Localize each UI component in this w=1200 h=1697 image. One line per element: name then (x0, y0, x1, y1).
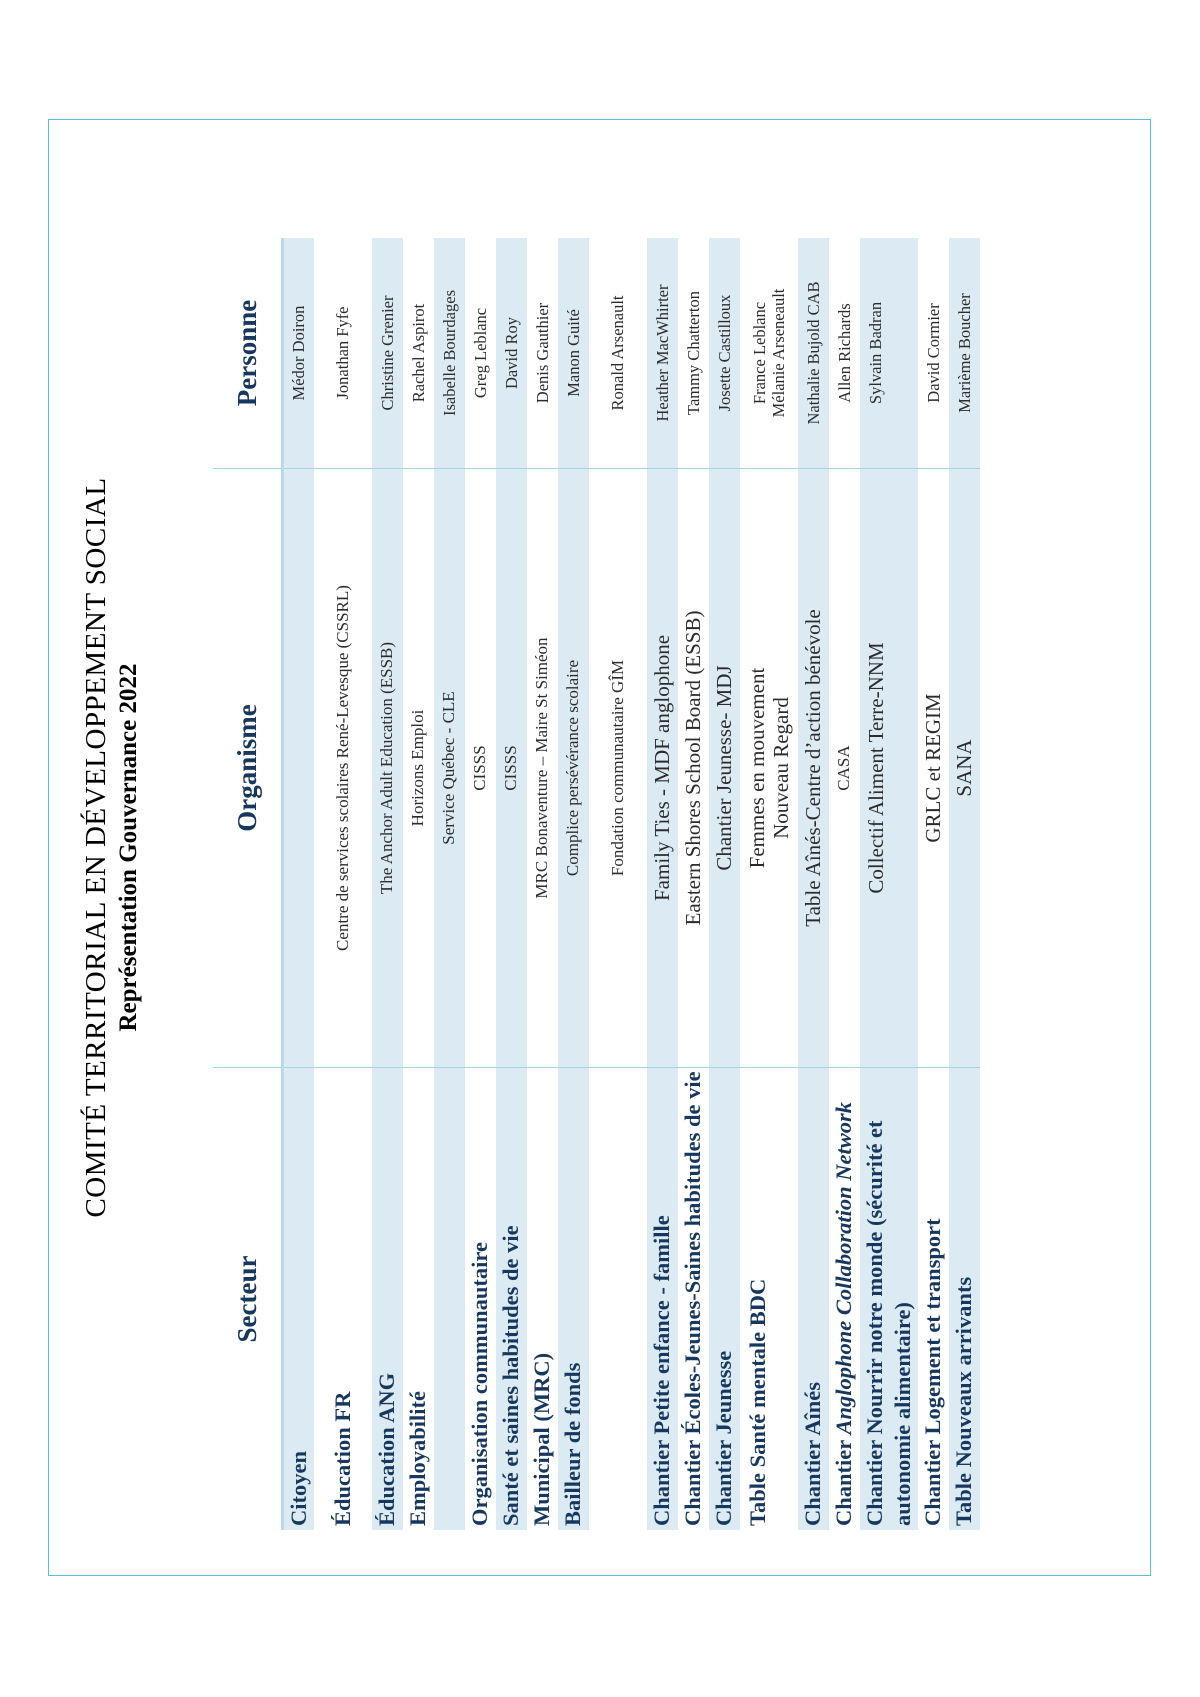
personne-cell: Denis Gauthier (532, 302, 552, 404)
table-row (465, 238, 496, 1530)
table-row (918, 238, 949, 1530)
title-block (78, 119, 144, 1576)
secteur-cell: Citoyen (283, 1068, 314, 1531)
organisme-line: Femmes en mouvement (744, 667, 769, 869)
organisme-cell: Family Ties - MDF anglophone (647, 469, 678, 1068)
personne-line: Mélanie Arseneault (768, 288, 788, 418)
secteur-cell (589, 1068, 647, 1531)
personne-cell: Marième Boucher (949, 238, 980, 469)
document-subtitle: Représentation Gouvernance 2022 (115, 663, 142, 1032)
personne-cell: Rachel Aspirot (408, 303, 428, 403)
secteur-cell: Municipal (MRC) (527, 1068, 558, 1531)
secteur-cell (829, 1068, 860, 1531)
organisme-cell: Chantier Jeunesse- MDJ (709, 469, 740, 1068)
secteur-cell: Chantier Jeunesse (709, 1068, 740, 1531)
table-row (314, 238, 372, 1530)
table-row (678, 238, 709, 1530)
governance-table (213, 238, 980, 1530)
table-row (829, 238, 860, 1530)
organisme-cell: MRC Bonaventure – Maire St Siméon (527, 469, 558, 1068)
personne-cell: Manon Guité (558, 238, 589, 469)
table-row (860, 238, 918, 1530)
organisme-cell: Horizons Emploi (403, 469, 434, 1068)
secteur-cell: Table Santé mentale BDC (740, 1068, 798, 1531)
table-row (558, 238, 589, 1530)
table-header-row (213, 238, 283, 1530)
table-row (589, 238, 647, 1530)
table-row (283, 238, 314, 1530)
secteur-cell: Table Nouveaux arrivants (949, 1068, 980, 1531)
personne-cell: Médor Doiron (283, 238, 314, 469)
personne-cell: Heather MacWhirter (647, 238, 678, 469)
secteur-cell: Chantier Écoles-Jeunes-Saines habitudes de vie (678, 1068, 709, 1531)
secteur-cell: Employabilité (403, 1068, 434, 1531)
secteur-cell: Chantier Logement et transport (918, 1068, 949, 1531)
table-row (434, 238, 465, 1530)
organisme-cell: Centre de services scolaires René-Levesque (CSSRL) (314, 469, 372, 1068)
rotated-sheet (48, 119, 1151, 1576)
secteur-prefix: Chantier (831, 1434, 856, 1526)
organisme-cell: SANA (949, 469, 980, 1068)
table-row (527, 238, 558, 1530)
table-row (647, 238, 678, 1530)
secteur-cell (434, 1068, 465, 1531)
organisme-cell: CISSS (496, 469, 527, 1068)
organisme-cell: The Anchor Adult Education (ESSB) (372, 469, 403, 1068)
table-row (798, 238, 829, 1530)
table-row (403, 238, 434, 1530)
organisme-cell: Eastern Shores School Board (ESSB) (678, 469, 709, 1068)
personne-cell: Allen Richards (834, 303, 854, 403)
organisme-cell: Service Québec - CLE (434, 469, 465, 1068)
personne-cell: Sylvain Badran (860, 238, 918, 469)
personne-cell: Greg Leblanc (470, 307, 490, 399)
organisme-cell: Collectif Aliment Terre-NNM (860, 469, 918, 1068)
table-row (496, 238, 527, 1530)
personne-cell (740, 238, 798, 469)
personne-cell: Christine Grenier (372, 238, 403, 469)
personne-cell: David Roy (496, 238, 527, 469)
header-personne: Personne (231, 299, 262, 407)
secteur-cell: Chantier Nourrir notre monde (sécurité et autonomie alimentaire) (860, 1068, 918, 1531)
secteur-cell: Éducation FR (314, 1068, 372, 1531)
table-row (949, 238, 980, 1530)
secteur-cell: Santé et saines habitudes de vie (496, 1068, 527, 1531)
secteur-cell: Éducation ANG (372, 1068, 403, 1531)
personne-cell: Tammy Chatterton (683, 291, 703, 415)
organisme-cell (283, 469, 314, 1068)
secteur-cell: Organisation communautaire (465, 1068, 496, 1531)
header-secteur: Secteur (213, 1068, 283, 1531)
organisme-cell: Complice persévérance scolaire (558, 469, 589, 1068)
personne-cell: Isabelle Bourdages (434, 238, 465, 469)
header-organisme: Organisme (213, 469, 283, 1068)
organisme-cell: Fondation communautaire GÎM (589, 469, 647, 1068)
personne-cell: Ronald Arsenault (608, 295, 627, 411)
personne-cell: Josette Castilloux (709, 238, 740, 469)
secteur-cell: Chantier Petite enfance - famille (647, 1068, 678, 1531)
table-row (372, 238, 403, 1530)
secteur-emphasis: Anglophone Collaboration Network (831, 1101, 856, 1435)
personne-cell: David Cormier (923, 303, 943, 403)
document-title: COMITÉ TERRITORIAL EN DÉVELOPPEMENT SOCIAL (80, 477, 112, 1218)
organisme-cell: GRLC et REGIM (918, 469, 949, 1068)
secteur-cell: Chantier Aînés (798, 1068, 829, 1531)
organisme-cell: CISSS (465, 469, 496, 1068)
secteur-cell: Bailleur de fonds (558, 1068, 589, 1531)
table-row (709, 238, 740, 1530)
organisme-line: Nouveau Regard (768, 697, 793, 839)
personne-cell: Jonathan Fyfe (333, 306, 352, 400)
organisme-cell: Table Aînés-Centre d’action bénévole (798, 469, 829, 1068)
personne-line: France Leblanc (749, 301, 769, 405)
organisme-cell: CASA (829, 469, 860, 1068)
personne-cell: Nathalie Bujold CAB (798, 238, 829, 469)
table-row (740, 238, 798, 1530)
organisme-cell (740, 469, 798, 1068)
